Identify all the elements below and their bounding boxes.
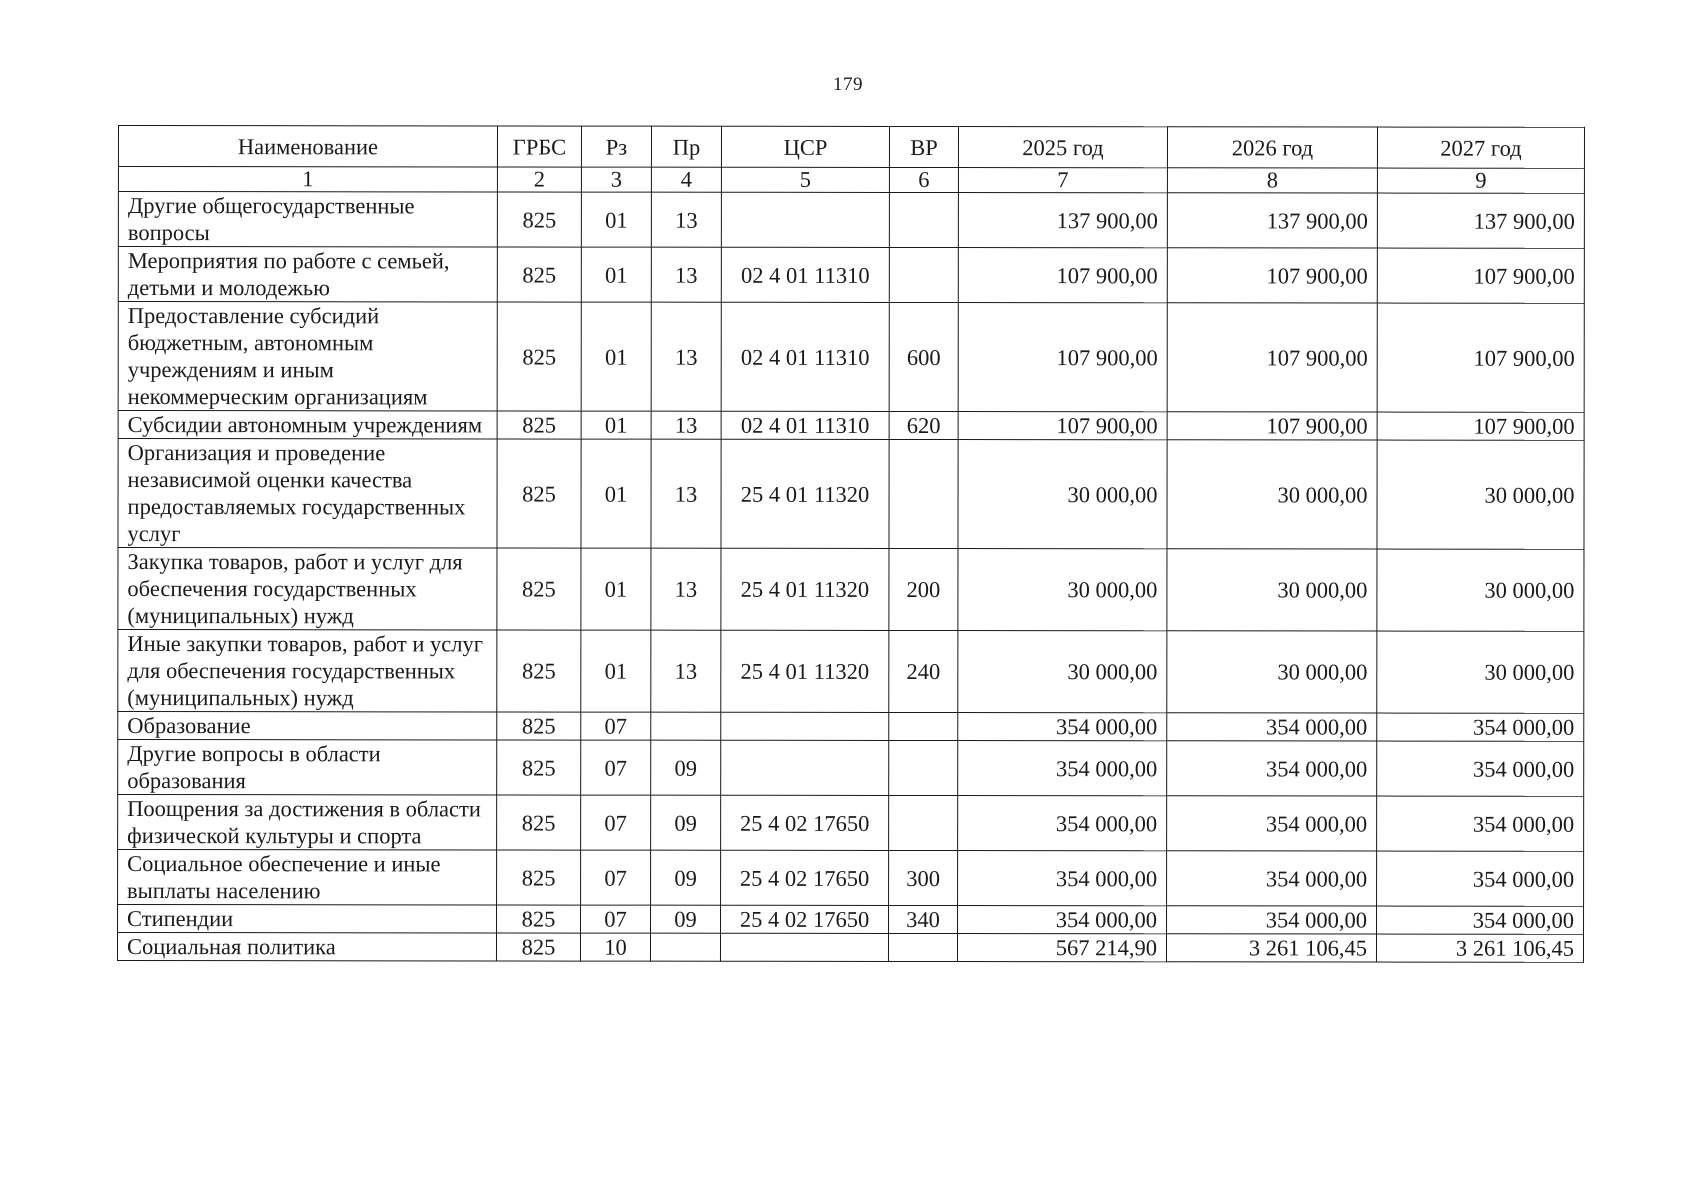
row-2026: 354 000,00 xyxy=(1167,851,1377,906)
row-2027: 107 900,00 xyxy=(1377,248,1584,303)
row-grbs: 825 xyxy=(497,795,581,850)
row-rz: 07 xyxy=(581,740,651,795)
column-number: 9 xyxy=(1377,168,1584,193)
table-row xyxy=(118,247,1584,304)
row-2027: 30 000,00 xyxy=(1377,440,1584,549)
row-2026: 354 000,00 xyxy=(1167,741,1377,796)
row-name: Организация и проведение независимой оценки качества предоставляемых государственных услуг xyxy=(118,439,497,548)
row-2025: 354 000,00 xyxy=(958,713,1167,741)
column-number-row xyxy=(118,167,1584,194)
row-grbs: 825 xyxy=(497,548,581,630)
row-rz: 01 xyxy=(581,439,651,548)
row-vr xyxy=(889,439,958,548)
row-grbs: 825 xyxy=(497,630,581,712)
row-vr: 340 xyxy=(889,905,958,933)
row-2027: 137 900,00 xyxy=(1377,193,1584,248)
row-pr: 13 xyxy=(651,548,721,630)
row-2026: 137 900,00 xyxy=(1167,193,1377,248)
header-pr: Пр xyxy=(651,126,721,167)
header-2025: 2025 год xyxy=(958,127,1167,168)
row-name: Социальное обеспечение и иные выплаты населению xyxy=(118,850,497,905)
page-number: 179 xyxy=(833,74,863,95)
row-pr: 13 xyxy=(651,630,721,712)
row-rz: 07 xyxy=(581,905,651,933)
table-row xyxy=(118,905,1584,935)
header-vr: ВР xyxy=(889,126,958,167)
row-2025: 30 000,00 xyxy=(958,549,1167,631)
column-number: 5 xyxy=(721,167,889,192)
row-grbs: 825 xyxy=(497,740,581,795)
row-pr: 09 xyxy=(651,740,721,795)
row-name: Социальная политика xyxy=(117,933,496,961)
row-2026: 107 900,00 xyxy=(1167,412,1377,440)
row-2026: 354 000,00 xyxy=(1167,713,1377,741)
row-pr: 13 xyxy=(651,247,721,302)
row-2027: 30 000,00 xyxy=(1377,631,1584,713)
row-2025: 107 900,00 xyxy=(958,303,1167,412)
row-grbs: 825 xyxy=(496,933,580,961)
row-pr: 13 xyxy=(651,302,721,411)
budget-table xyxy=(117,125,1585,963)
row-name: Поощрения за достижения в области физической культуры и спорта xyxy=(118,795,497,850)
column-number: 4 xyxy=(651,167,721,192)
row-vr xyxy=(889,247,958,302)
column-number: 1 xyxy=(118,167,497,192)
row-2025: 107 900,00 xyxy=(958,248,1167,303)
row-name: Другие общегосударственные вопросы xyxy=(118,192,497,247)
column-number: 3 xyxy=(581,167,651,192)
row-csr: 02 4 01 11310 xyxy=(721,302,889,411)
row-grbs: 825 xyxy=(497,411,581,439)
row-rz: 07 xyxy=(581,795,651,850)
row-grbs: 825 xyxy=(497,712,581,740)
header-row xyxy=(118,126,1584,169)
table-row xyxy=(118,630,1584,714)
row-csr: 25 4 01 11320 xyxy=(721,548,889,630)
row-pr: 13 xyxy=(651,439,721,548)
row-2027: 354 000,00 xyxy=(1377,741,1584,796)
row-2026: 30 000,00 xyxy=(1167,440,1377,549)
row-rz: 01 xyxy=(581,548,651,630)
row-csr xyxy=(721,712,889,740)
row-2026: 354 000,00 xyxy=(1167,796,1377,851)
row-vr xyxy=(889,192,958,247)
row-2025: 567 214,90 xyxy=(957,934,1166,962)
row-pr: 13 xyxy=(651,411,721,439)
row-2027: 354 000,00 xyxy=(1377,851,1584,906)
row-name: Мероприятия по работе с семьей, детьми и молодежью xyxy=(118,247,497,302)
row-rz: 01 xyxy=(581,192,651,247)
row-rz: 01 xyxy=(581,247,651,302)
row-2026: 30 000,00 xyxy=(1167,549,1377,631)
row-grbs: 825 xyxy=(497,192,581,247)
row-grbs: 825 xyxy=(497,302,581,411)
row-2027: 3 261 106,45 xyxy=(1376,934,1583,962)
row-2025: 30 000,00 xyxy=(958,631,1167,713)
header-2027: 2027 год xyxy=(1377,127,1584,168)
row-grbs: 825 xyxy=(497,247,581,302)
row-2025: 107 900,00 xyxy=(958,412,1167,440)
row-pr: 09 xyxy=(651,850,721,905)
header-csr: ЦСР xyxy=(721,126,889,167)
row-csr: 25 4 02 17650 xyxy=(721,850,889,905)
row-grbs: 825 xyxy=(497,439,581,548)
row-2025: 354 000,00 xyxy=(958,741,1167,796)
row-2027: 354 000,00 xyxy=(1377,906,1584,934)
table-row xyxy=(118,192,1584,249)
row-csr: 25 4 01 11320 xyxy=(721,439,889,548)
row-2026: 107 900,00 xyxy=(1167,303,1377,412)
column-number: 8 xyxy=(1167,168,1377,193)
row-name: Субсидии автономным учреждениям xyxy=(118,411,497,439)
column-number: 7 xyxy=(958,168,1167,193)
row-2027: 354 000,00 xyxy=(1377,713,1584,741)
row-pr xyxy=(650,933,720,961)
row-rz: 01 xyxy=(581,302,651,411)
row-2027: 107 900,00 xyxy=(1377,412,1584,440)
row-grbs: 825 xyxy=(497,850,581,905)
row-pr: 13 xyxy=(651,192,721,247)
table-row xyxy=(118,795,1584,852)
row-2026: 3 261 106,45 xyxy=(1166,934,1376,962)
row-2027: 354 000,00 xyxy=(1377,796,1584,851)
row-2027: 107 900,00 xyxy=(1377,303,1584,412)
row-vr: 200 xyxy=(889,548,958,630)
row-2025: 354 000,00 xyxy=(958,796,1167,851)
row-vr xyxy=(889,740,958,795)
row-csr: 02 4 01 11310 xyxy=(721,411,889,439)
row-csr: 25 4 02 17650 xyxy=(721,795,889,850)
table-row xyxy=(118,302,1584,413)
table-row xyxy=(118,411,1584,441)
row-name: Иные закупки товаров, работ и услуг для обеспечения государственных (муниципальных) нужд xyxy=(118,630,497,712)
table-row xyxy=(118,548,1584,632)
column-number: 6 xyxy=(889,167,958,192)
table-row xyxy=(118,850,1584,907)
header-2026: 2026 год xyxy=(1167,127,1377,168)
header-rz: Рз xyxy=(581,126,651,167)
table-row xyxy=(118,439,1584,550)
row-name: Другие вопросы в области образования xyxy=(118,740,497,795)
row-rz: 01 xyxy=(581,411,651,439)
row-csr xyxy=(721,740,889,795)
row-vr xyxy=(889,795,958,850)
row-2025: 30 000,00 xyxy=(958,440,1167,549)
row-pr xyxy=(651,712,721,740)
row-name: Закупка товаров, работ и услуг для обеспечения государственных (муниципальных) нужд xyxy=(118,548,497,630)
row-csr: 25 4 01 11320 xyxy=(721,630,889,712)
row-rz: 07 xyxy=(581,712,651,740)
row-2026: 354 000,00 xyxy=(1167,906,1377,934)
table-row xyxy=(118,740,1584,797)
header-name: Наименование xyxy=(118,126,497,167)
row-pr: 09 xyxy=(651,795,721,850)
row-name: Стипендии xyxy=(118,905,497,933)
row-vr: 300 xyxy=(889,850,958,905)
row-rz: 01 xyxy=(581,630,651,712)
row-vr: 620 xyxy=(889,411,958,439)
row-2025: 137 900,00 xyxy=(958,193,1167,248)
row-csr xyxy=(721,192,889,247)
row-name: Предоставление субсидий бюджетным, автономным учреждениям и иным некоммерческим организациям xyxy=(118,302,497,411)
column-number: 2 xyxy=(497,167,581,192)
row-vr xyxy=(889,712,958,740)
row-vr: 240 xyxy=(889,630,958,712)
row-2026: 107 900,00 xyxy=(1167,248,1377,303)
row-csr xyxy=(720,933,888,961)
table-row xyxy=(118,712,1584,742)
row-vr: 600 xyxy=(889,302,958,411)
row-2027: 30 000,00 xyxy=(1377,549,1584,631)
row-name: Образование xyxy=(118,712,497,740)
row-csr: 25 4 02 17650 xyxy=(721,905,889,933)
table-row xyxy=(117,933,1583,963)
row-2025: 354 000,00 xyxy=(958,851,1167,906)
row-pr: 09 xyxy=(651,905,721,933)
row-2025: 354 000,00 xyxy=(958,906,1167,934)
header-grbs: ГРБС xyxy=(497,126,581,167)
row-rz: 10 xyxy=(580,933,650,961)
row-vr xyxy=(888,933,957,961)
row-rz: 07 xyxy=(581,850,651,905)
row-grbs: 825 xyxy=(497,905,581,933)
row-csr: 02 4 01 11310 xyxy=(721,247,889,302)
row-2026: 30 000,00 xyxy=(1167,631,1377,713)
